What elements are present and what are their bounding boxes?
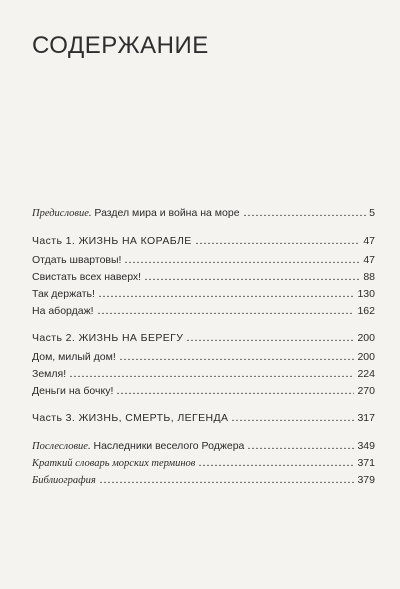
toc-entry-chapter[interactable] <box>32 253 375 267</box>
toc-entry-label: Послесловие. Наследники веселого Роджера <box>32 440 245 452</box>
dot-leader <box>119 350 355 360</box>
toc-page-number: 162 <box>357 305 375 317</box>
toc-page-number: 200 <box>357 351 375 363</box>
toc-entry-label: Дом, милый дом! <box>32 351 116 363</box>
toc-entry-bibliography[interactable] <box>32 473 375 488</box>
toc-page-number: 379 <box>357 474 375 486</box>
toc-entry-label: На абордаж! <box>32 305 94 317</box>
toc-page-number: 88 <box>363 271 375 283</box>
toc-entry-part-2[interactable] <box>32 331 375 345</box>
toc-page-number: 47 <box>363 235 375 247</box>
toc-page-number: 349 <box>357 440 375 452</box>
toc-entry-label: Краткий словарь морских терминов <box>32 458 196 469</box>
dot-leader <box>116 384 354 394</box>
toc-entry-label: Свистать всех наверх! <box>32 271 142 283</box>
toc-page-number: 224 <box>357 368 375 380</box>
toc-entry-chapter[interactable] <box>32 384 375 398</box>
toc-entry-label: Часть 3. ЖИЗНЬ, СМЕРТЬ, ЛЕГЕНДА <box>32 412 229 424</box>
toc-entry-chapter[interactable] <box>32 304 375 318</box>
dot-leader <box>124 253 360 263</box>
toc-entry-label: Библиография <box>32 475 96 486</box>
dot-leader <box>69 367 354 377</box>
dot-leader <box>231 411 354 421</box>
toc-entry-label: Земля! <box>32 368 67 380</box>
toc-entry-part-3[interactable] <box>32 411 375 425</box>
toc-entry-label: Предисловие. Раздел мира и война на море <box>32 207 240 219</box>
page-title: СОДЕРЖАНИЕ <box>32 32 209 59</box>
toc-entry-part-1[interactable] <box>32 234 375 248</box>
dot-leader <box>247 439 354 449</box>
dot-leader <box>243 206 367 216</box>
dot-leader <box>198 456 354 466</box>
toc-entry-chapter[interactable] <box>32 367 375 381</box>
toc-page-number: 5 <box>369 207 375 219</box>
dot-leader <box>99 473 355 483</box>
dot-leader <box>186 331 354 341</box>
toc-entry-label: Деньги на бочку! <box>32 385 114 397</box>
toc-entry-afterword[interactable] <box>32 439 375 454</box>
dot-leader <box>97 304 355 314</box>
toc-page-number: 270 <box>357 385 375 397</box>
toc-entry-chapter[interactable] <box>32 350 375 364</box>
toc-page-number: 200 <box>357 332 375 344</box>
toc-entry-label: Часть 2. ЖИЗНЬ НА БЕРЕГУ <box>32 332 184 344</box>
toc-entry-label: Отдать швартовы! <box>32 254 122 266</box>
toc-entry-preface[interactable] <box>32 206 375 221</box>
dot-leader <box>144 270 360 280</box>
dot-leader <box>195 234 361 244</box>
toc-entry-chapter[interactable] <box>32 287 375 301</box>
toc-entry-label: Так держать! <box>32 288 95 300</box>
toc-page-number: 317 <box>357 412 375 424</box>
toc-entry-label: Часть 1. ЖИЗНЬ НА КОРАБЛЕ <box>32 235 192 247</box>
toc-page-number: 371 <box>357 457 375 469</box>
toc-entry-chapter[interactable] <box>32 270 375 284</box>
toc-page-number: 130 <box>357 288 375 300</box>
dot-leader <box>98 287 355 297</box>
toc-page-number: 47 <box>363 254 375 266</box>
toc-entry-glossary[interactable] <box>32 456 375 471</box>
